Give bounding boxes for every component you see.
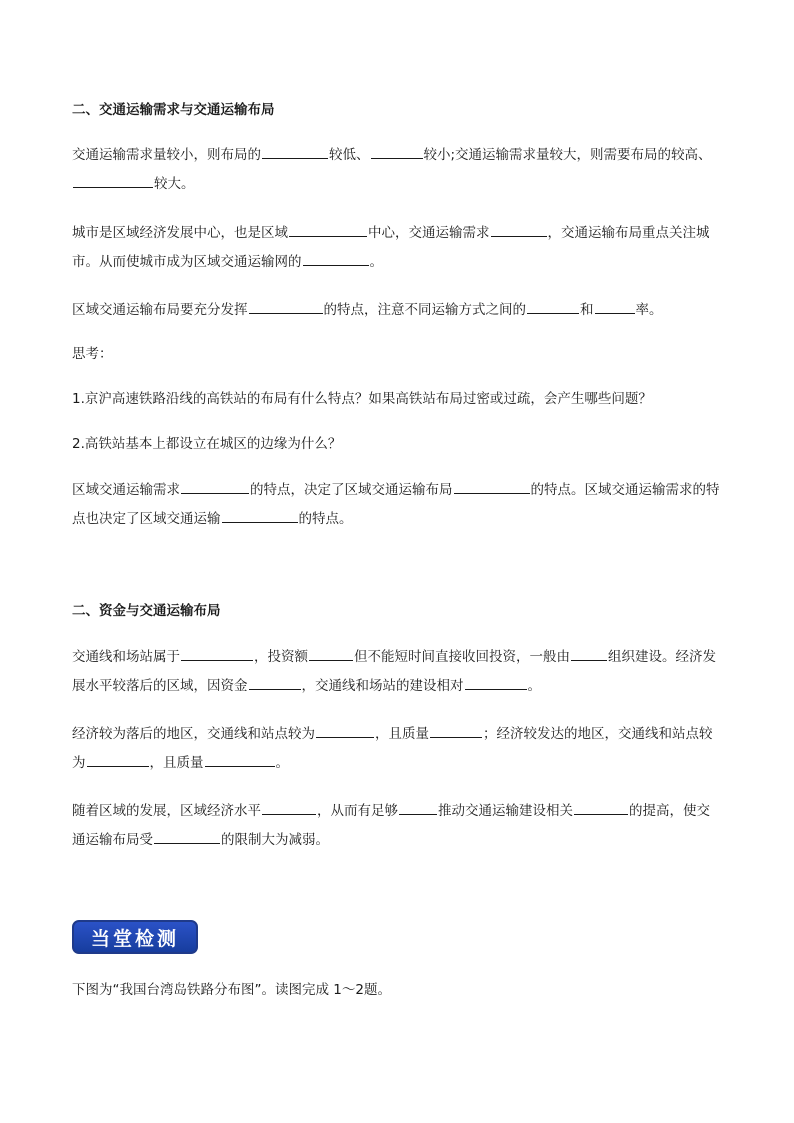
answer-blank[interactable]	[303, 251, 369, 266]
answer-blank[interactable]	[371, 144, 423, 159]
section-heading-transport-demand: 二、交通运输需求与交通运输布局	[72, 102, 275, 118]
paragraph-development: 随着区域的发展，区域经济水平 ，从而有足够 推动交通运输建设相关 的提高，使交通运输布局受 的限制大为减弱。	[72, 797, 722, 855]
answer-blank[interactable]	[73, 173, 153, 188]
answer-blank[interactable]	[262, 800, 316, 815]
map-question-intro: 下图为“我国台湾岛铁路分布图”。读图完成 1～2题。	[72, 982, 391, 998]
answer-blank[interactable]	[87, 752, 149, 767]
answer-blank[interactable]	[309, 646, 353, 661]
answer-blank[interactable]	[222, 508, 298, 523]
answer-blank[interactable]	[465, 675, 527, 690]
answer-blank[interactable]	[154, 829, 220, 844]
paragraph-regional-comparison: 经济较为落后的地区，交通线和站点较为 ，且质量 ；经济较发达的地区，交通线和站点较为 ，且质量 。	[72, 720, 722, 778]
answer-blank[interactable]	[595, 299, 635, 314]
answer-blank[interactable]	[399, 800, 437, 815]
answer-blank[interactable]	[571, 646, 607, 661]
answer-blank[interactable]	[181, 646, 253, 661]
badge-label: 当堂检测	[90, 927, 179, 950]
answer-blank[interactable]	[316, 723, 374, 738]
paragraph-demand-characteristics: 区域交通运输需求 的特点，决定了区域交通运输布局 的特点。区域交通运输需求的特点也决定了区域交通运输 的特点。	[72, 476, 722, 534]
answer-blank[interactable]	[430, 723, 482, 738]
answer-blank[interactable]	[454, 479, 530, 494]
paragraph-city-center: 城市是区域经济发展中心，也是区域 中心，交通运输需求 ，交通运输布局重点关注城市。从而使城市成为区域交通运输网的 。	[72, 219, 722, 277]
question-1: 1.京沪高速铁路沿线的高铁站的布局有什么特点？如果高铁站布局过密或过疏，会产生哪些问题？	[72, 391, 652, 407]
answer-blank[interactable]	[249, 299, 323, 314]
section-heading-funding: 二、资金与交通运输布局	[72, 603, 221, 619]
answer-blank[interactable]	[249, 675, 301, 690]
paragraph-layout-advantage: 区域交通运输布局要充分发挥 的特点，注意不同运输方式之间的 和 率。	[72, 296, 722, 325]
answer-blank[interactable]	[574, 800, 628, 815]
think-label: 思考：	[72, 346, 113, 362]
question-2: 2.高铁站基本上都设立在城区的边缘为什么？	[72, 436, 342, 452]
paragraph-infrastructure: 交通线和场站属于 ，投资额 但不能短时间直接收回投资，一般由 组织建设。经济发展水平较落后的区域，因资金 ，交通线和场站的建设相对 。	[72, 643, 722, 701]
answer-blank[interactable]	[262, 144, 328, 159]
in-class-test-badge	[72, 920, 198, 954]
answer-blank[interactable]	[181, 479, 249, 494]
answer-blank[interactable]	[527, 299, 579, 314]
answer-blank[interactable]	[205, 752, 275, 767]
paragraph-demand-volume: 交通运输需求量较小，则布局的 较低、 较小;交通运输需求量较大，则需要布局的较高、较大。	[72, 141, 722, 199]
answer-blank[interactable]	[289, 222, 367, 237]
answer-blank[interactable]	[491, 222, 547, 237]
